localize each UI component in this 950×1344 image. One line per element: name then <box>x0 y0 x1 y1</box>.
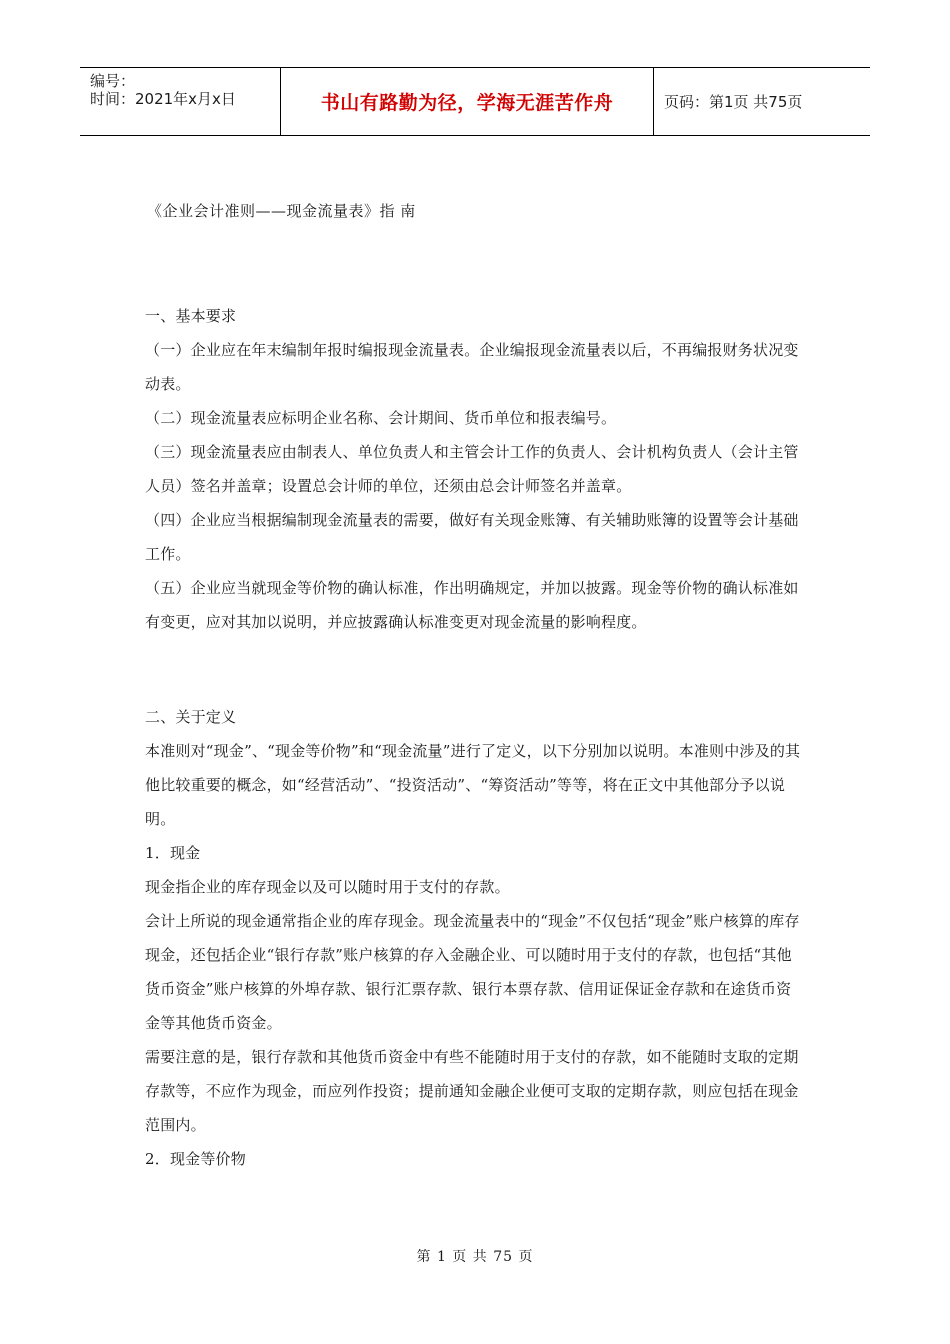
paragraph: 会计上所说的现金通常指企业的库存现金。现金流量表中的“现金”不仅包括“现金”账户核算的库存现金，还包括企业“银行存款”账户核算的存入金融企业、可以随时用于支付的存款，也包括“其他货币资金”账户核算的外埠存款、银行汇票存款、银行本票存款、信用证保证金存款和在途货币资金等其他货币资金。 <box>145 912 800 1032</box>
paragraph: 本准则对“现金”、“现金等价物”和“现金流量”进行了定义，以下分别加以说明。本准则中涉及的其他比较重要的概念，如“经营活动”、“投资活动”、“筹资活动”等等，将在正文中其他部分予以说明。 <box>145 742 801 828</box>
paragraph: （二）现金流量表应标明企业名称、会计期间、货币单位和报表编号。 <box>145 409 617 427</box>
subheading: 2．现金等价物 <box>145 1150 246 1168</box>
paragraph: 现金指企业的库存现金以及可以随时用于支付的存款。 <box>145 878 510 896</box>
header-motto-cell <box>281 68 654 135</box>
section-heading: 一、基本要求 <box>145 307 237 325</box>
section-heading: 二、关于定义 <box>145 708 237 726</box>
header-page-cell <box>654 68 870 135</box>
motto-text: 书山有路勤为径，学海无涯苦作舟 <box>320 92 614 114</box>
page-info: 页码：第1页 共75页 <box>664 93 803 111</box>
header-table <box>80 67 870 136</box>
section-definitions <box>145 700 805 1176</box>
paragraph: （四）企业应当根据编制现金流量表的需要，做好有关现金账簿、有关辅助账簿的设置等会计基础工作。 <box>145 511 799 563</box>
header-meta-cell <box>80 68 281 135</box>
paragraph: 需要注意的是，银行存款和其他货币资金中有些不能随时用于支付的存款，如不能随时支取的定期存款等，不应作为现金，而应列作投资；提前通知金融企业便可支取的定期存款，则应包括在现金范围内。 <box>145 1048 799 1134</box>
date-label: 时间：2021年x月x日 <box>90 90 236 108</box>
paragraph: （五）企业应当就现金等价物的确认标准，作出明确规定，并加以披露。现金等价物的确认标准如有变更，应对其加以说明，并应披露确认标准变更对现金流量的影响程度。 <box>145 579 799 631</box>
section-basic-requirements <box>145 299 805 639</box>
subheading: 1．现金 <box>145 844 201 862</box>
serial-number-label: 编号： <box>90 72 136 90</box>
document-title: 《企业会计准则——现金流量表》指 南 <box>147 202 416 220</box>
paragraph: （一）企业应在年末编制年报时编报现金流量表。企业编报现金流量表以后，不再编报财务状况变动表。 <box>145 341 799 393</box>
paragraph: （三）现金流量表应由制表人、单位负责人和主管会计工作的负责人、会计机构负责人（会计主管人员）签名并盖章；设置总会计师的单位，还须由总会计师签名并盖章。 <box>145 443 799 495</box>
page-footer: 第 1 页 共 75 页 <box>416 1249 534 1265</box>
